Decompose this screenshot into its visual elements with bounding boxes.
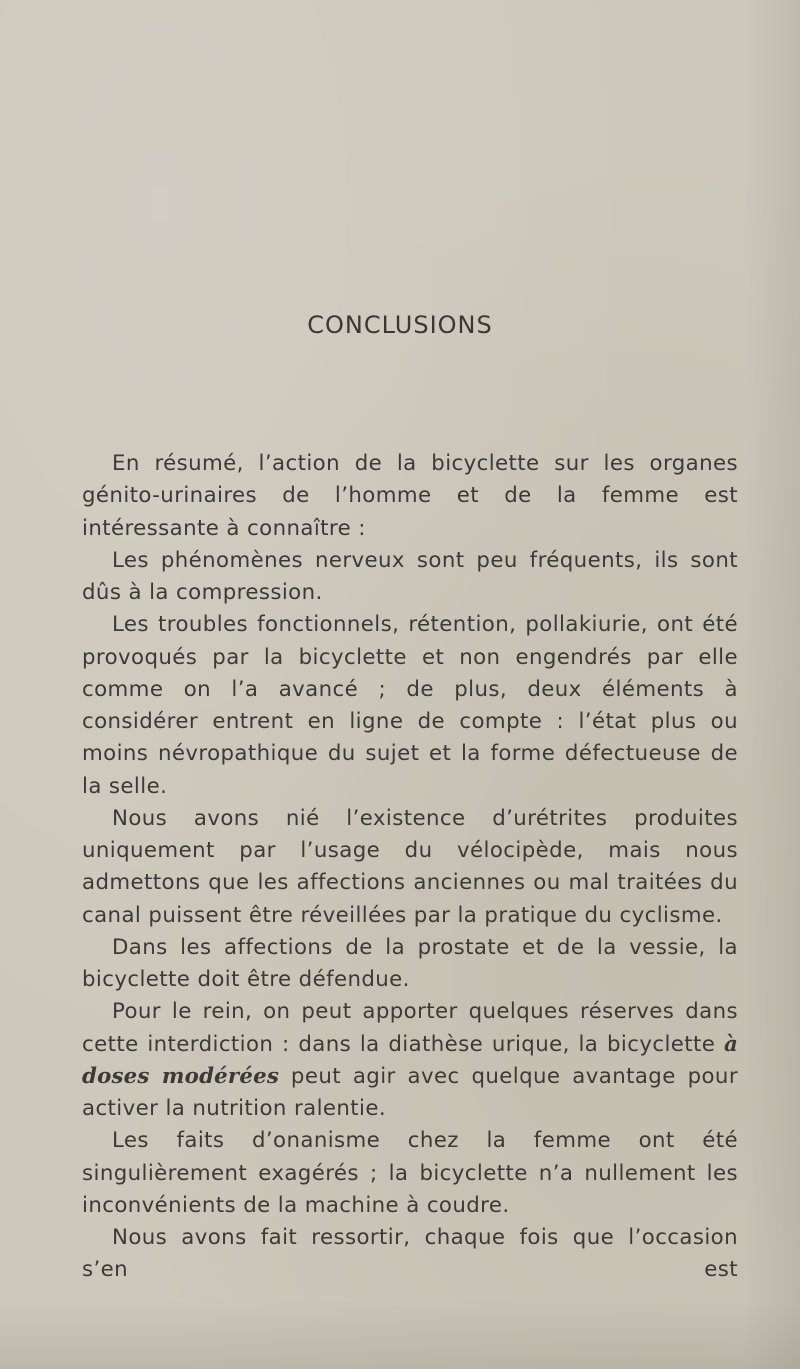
kidney-text-after: peut agir avec quelque avantage pour activer la nutrition ralentie. [82, 1063, 738, 1121]
paragraph-continued: Nous avons fait ressortir, chaque fois que l’occasion s’en est [82, 1225, 738, 1283]
page-title: CONCLUSIONS [307, 311, 493, 339]
paragraph-summary: En résumé, l’action de la bicyclette sur les organes génito-urinaires de l’homme et de la femme est intéressante à connaître : [82, 451, 738, 541]
paragraph-kidney [82, 996, 738, 1125]
kidney-text-before: Pour le rein, on peut apporter quelques réserves dans cette interdiction : dans la diathèse urique, la bicyclette [82, 999, 738, 1057]
paragraph-onanism: Les faits d’onanisme chez la femme ont été singulièrement exagérés ; la bicyclette n’a nullement les inconvénients de la machine à coudre. [82, 1128, 738, 1218]
paragraph-urethritis: Nous avons nié l’existence d’urétrites produites uniquement par l’usage du vélocipède, mais nous admettons que les affections anciennes ou mal traitées du canal puissent être réveillées par la pratique du cyclisme. [82, 805, 738, 928]
paragraph-nervous-phenomena: Les phénomènes nerveux sont peu fréquents, ils sont dûs à la compression. [82, 547, 738, 605]
body-text [82, 448, 738, 1287]
emphasis-moderate-doses: à doses modérées [82, 1031, 738, 1089]
paragraph-prostate-bladder: Dans les affections de la prostate et de la vessie, la bicyclette doit être défendue. [82, 934, 738, 992]
paragraph-functional-troubles: Les troubles fonctionnels, rétention, pollakiurie, ont été provoqués par la bicyclette et non engendrés par elle comme on l’a avancé ; de plus, deux éléments à considérer entrent en ligne de compte : l’état plus ou moins névropathique du sujet et la forme défectueuse de la selle. [82, 612, 738, 799]
